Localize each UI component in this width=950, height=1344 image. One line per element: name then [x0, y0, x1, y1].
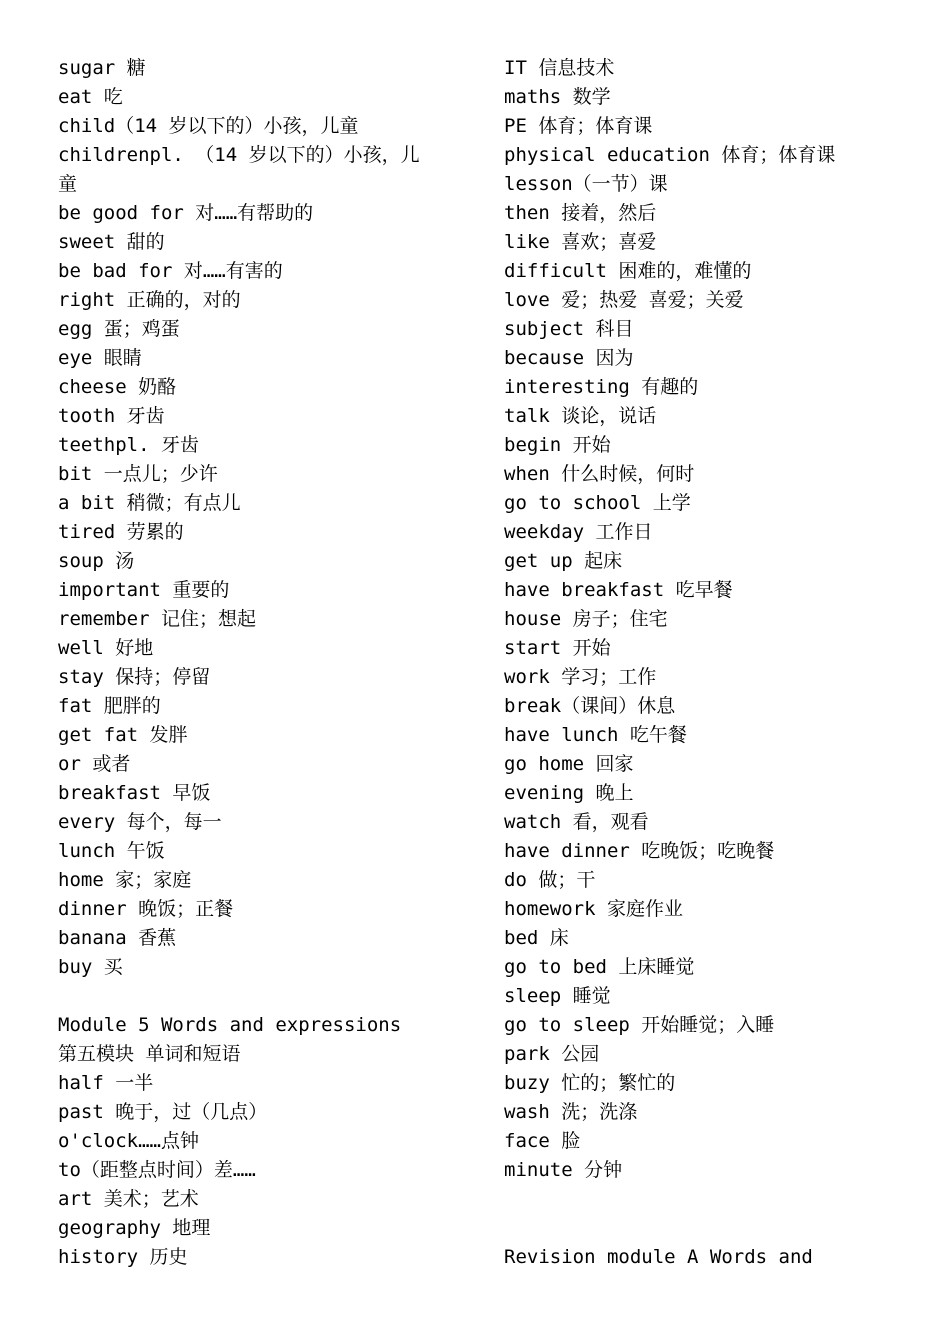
vocabulary-entry: house 房子；住宅 [504, 608, 668, 630]
vocabulary-entry: a bit 稍微；有点儿 [58, 492, 241, 514]
blank-line [504, 1185, 924, 1214]
vocabulary-entry: lunch 午饭 [58, 840, 165, 862]
vocabulary-entry: IT 信息技术 [504, 57, 615, 79]
vocabulary-entry: eye 眼睛 [58, 347, 142, 369]
vocabulary-entry: physical education 体育；体育课 [504, 144, 836, 166]
vocabulary-entry: be bad for 对……有害的 [58, 260, 283, 282]
vocabulary-entry: stay 保持；停留 [58, 666, 211, 688]
vocabulary-entry: break（课间）休息 [504, 695, 676, 717]
vocabulary-entry: watch 看，观看 [504, 811, 649, 833]
vocabulary-entry: egg 蛋；鸡蛋 [58, 318, 180, 340]
vocabulary-entry: eat 吃 [58, 86, 123, 108]
vocabulary-entry: when 什么时候，何时 [504, 463, 695, 485]
vocabulary-entry: begin 开始 [504, 434, 611, 456]
vocabulary-entry: buy 买 [58, 956, 123, 978]
vocabulary-entry: subject 科目 [504, 318, 634, 340]
vocabulary-entry: bed 床 [504, 927, 569, 949]
vocabulary-entry: maths 数学 [504, 86, 611, 108]
vocabulary-entry: home 家；家庭 [58, 869, 192, 891]
vocabulary-entry: get fat 发胖 [58, 724, 188, 746]
vocabulary-entry: banana 香蕉 [58, 927, 177, 949]
vocabulary-entry: wash 洗；洗涤 [504, 1101, 638, 1123]
vocabulary-entry: Module 5 Words and expressions [58, 1014, 402, 1036]
vocabulary-entry: 第五模块 单词和短语 [58, 1043, 241, 1065]
blank-line [58, 982, 458, 1011]
vocabulary-entry: lesson（一节）课 [504, 173, 668, 195]
vocabulary-entry: go to sleep 开始睡觉；入睡 [504, 1014, 775, 1036]
vocabulary-entry: o'clock……点钟 [58, 1130, 199, 1152]
vocabulary-entry: sugar 糖 [58, 57, 146, 79]
vocabulary-entry: remember 记住；想起 [58, 608, 256, 630]
vocabulary-entry: be good for 对……有帮助的 [58, 202, 314, 224]
vocabulary-entry: evening 晚上 [504, 782, 634, 804]
vocabulary-entry: have dinner 吃晚饭；吃晚餐 [504, 840, 775, 862]
vocabulary-entry: park 公园 [504, 1043, 600, 1065]
vocabulary-entry: difficult 困难的，难懂的 [504, 260, 752, 282]
right-vocabulary-column [504, 54, 924, 1272]
vocabulary-entry: buzy 忙的；繁忙的 [504, 1072, 676, 1094]
vocabulary-entry: minute 分钟 [504, 1159, 623, 1181]
vocabulary-entry: weekday 工作日 [504, 521, 653, 543]
vocabulary-entry: tired 劳累的 [58, 521, 184, 543]
vocabulary-entry: important 重要的 [58, 579, 230, 601]
vocabulary-entry: soup 汤 [58, 550, 135, 572]
vocabulary-entry: geography 地理 [58, 1217, 211, 1239]
vocabulary-entry: face 脸 [504, 1130, 581, 1152]
vocabulary-entry: tooth 牙齿 [58, 405, 165, 427]
vocabulary-entry: fat 肥胖的 [58, 695, 161, 717]
vocabulary-entry: go home 回家 [504, 753, 634, 775]
vocabulary-entry: sleep 睡觉 [504, 985, 611, 1007]
vocabulary-entry: homework 家庭作业 [504, 898, 683, 920]
vocabulary-entry: have lunch 吃午餐 [504, 724, 687, 746]
vocabulary-entry: dinner 晚饭；正餐 [58, 898, 234, 920]
vocabulary-entry: history 历史 [58, 1246, 188, 1268]
vocabulary-entry: then 接着，然后 [504, 202, 657, 224]
vocabulary-entry: because 因为 [504, 347, 634, 369]
vocabulary-entry: bit 一点儿；少许 [58, 463, 218, 485]
vocabulary-entry: teethpl. 牙齿 [58, 434, 199, 456]
vocabulary-entry: get up 起床 [504, 550, 623, 572]
vocabulary-entry: have breakfast 吃早餐 [504, 579, 733, 601]
vocabulary-entry: go to school 上学 [504, 492, 691, 514]
vocabulary-entry: PE 体育；体育课 [504, 115, 653, 137]
vocabulary-entry: talk 谈论，说话 [504, 405, 657, 427]
vocabulary-entry: Revision module A Words and [504, 1246, 813, 1268]
vocabulary-entry: art 美术；艺术 [58, 1188, 199, 1210]
vocabulary-entry: childrenpl. （14 岁以下的）小孩，儿 [58, 144, 420, 166]
left-vocabulary-column [58, 54, 458, 1272]
vocabulary-entry: love 爱；热爱 喜爱；关爱 [504, 289, 744, 311]
vocabulary-entry: 童 [58, 173, 78, 195]
vocabulary-entry: well 好地 [58, 637, 154, 659]
vocabulary-entry: half 一半 [58, 1072, 154, 1094]
vocabulary-entry: cheese 奶酪 [58, 376, 177, 398]
blank-line [504, 1214, 924, 1243]
vocabulary-entry: work 学习；工作 [504, 666, 657, 688]
vocabulary-entry: breakfast 早饭 [58, 782, 211, 804]
vocabulary-entry: or 或者 [58, 753, 131, 775]
vocabulary-entry: go to bed 上床睡觉 [504, 956, 695, 978]
vocabulary-entry: right 正确的，对的 [58, 289, 241, 311]
vocabulary-entry: interesting 有趣的 [504, 376, 699, 398]
vocabulary-entry: start 开始 [504, 637, 611, 659]
vocabulary-entry: sweet 甜的 [58, 231, 165, 253]
vocabulary-entry: every 每个，每一 [58, 811, 222, 833]
vocabulary-entry: past 晚于，过（几点） [58, 1101, 268, 1123]
vocabulary-entry: to（距整点时间）差…… [58, 1159, 256, 1181]
vocabulary-entry: like 喜欢；喜爱 [504, 231, 657, 253]
vocabulary-entry: do 做；干 [504, 869, 596, 891]
vocabulary-entry: child（14 岁以下的）小孩，儿童 [58, 115, 359, 137]
